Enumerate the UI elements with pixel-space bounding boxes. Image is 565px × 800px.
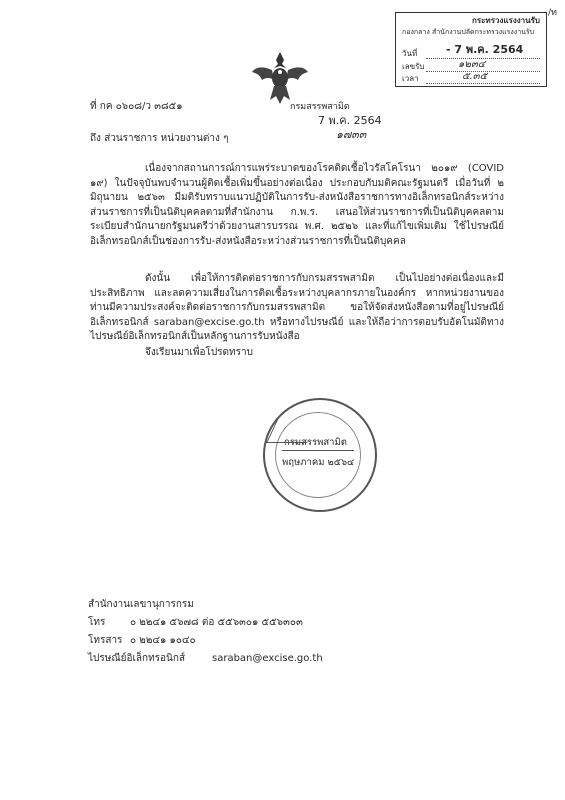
body-paragraph-1: เนื่องจากสถานการณ์การแพร่ระบาดของโรคติดเชื้อไวรัสโคโรนา ๒๐๑๙ (COVID ๑๙) ในปัจจุบันพบจำนวนผู้ติดเชื้อเพิ่มขึ้นอย่างต่อเนื่อง ประกอบกับมติคณะรัฐมนตรี เมื่อวันที่ ๒ มิถุนายน ๒๕๖๓ มีมติรับทราบแนวปฏิบัติในการรับ-ส่งหนังสือราชการทางอิเล็กทรอนิกส์ระหว่างส่วนราชการที่เป็นนิติบุคคลตามที่สำนักงาน ก.พ.ร. เสนอให้ส่วนราชการที่เป็นนิติบุคคลตามระเบียบสำนักนายกรัฐมนตรีว่าด้วยงานสารบรรณ พ.ศ. ๒๕๒๖ และที่แก้ไขเพิ่มเติม ใช้ไปรษณีย์อิเล็กทรอนิกส์เป็นช่องการรับ-ส่งหนังสือระหว่างส่วนราชการที่เป็นนิติบุคคล [90, 163, 504, 247]
stamp-time-value: ๕.๓๕ [462, 71, 488, 82]
stamp-number-value: ๑๒๓๔ [458, 59, 486, 70]
footer-email-label: ไปรษณีย์อิเล็กทรอนิกส์ [88, 653, 186, 664]
receiving-stamp [395, 12, 547, 87]
footer-fax-value: ๐ ๒๒๔๑ ๑๐๔๐ [130, 635, 196, 646]
footer-fax-label: โทรสาร [88, 635, 123, 646]
agency-name: กรมสรรพสามิต [290, 102, 350, 112]
seal-month: พฤษภาคม ๒๕๖๔ [282, 457, 355, 468]
stamp-subtitle: กองกลาง สำนักงานปลัดกระทรวงแรงงานรับ [402, 28, 535, 36]
corner-mark: /ท [548, 8, 557, 18]
stamp-time-label: เวลา [402, 74, 419, 83]
closing-line: จึงเรียนมาเพื่อโปรดทราบ [145, 347, 253, 358]
stamp-date-value: - 7 พ.ค. 2564 [446, 43, 524, 56]
stamp-number-label: เลขรับ [402, 62, 425, 71]
footer-phone-label: โทร [88, 617, 106, 628]
body-paragraph-2: ดังนั้น เพื่อให้การติดต่อราชการกับกรมสรรพสามิต เป็นไปอย่างต่อเนื่องและมีประสิทธิภาพ และลดความเสี่ยงในการติดเชื้อระหว่างบุคลากรภายในองค์กร หากหน่วยงานของท่านมีความประสงค์จะติดต่อราชการกับกรมสรรพสามิต ขอให้จัดส่งหนังสือตามที่อยู่ไปรษณีย์อิเล็กทรอนิกส์ saraban@excise.go.th หรือทางไปรษณีย์ และให้ถือว่าการตอบรับอัตโนมัติทางไปรษณีย์อิเล็กทรอนิกส์เป็นหลักฐานการรับหนังสือ [90, 273, 504, 343]
addressee: ถึง ส่วนราชการ หน่วยงานต่าง ๆ [90, 133, 229, 144]
garuda-emblem-icon [250, 50, 310, 106]
footer-office: สำนักงานเลขานุการกรม [88, 599, 194, 610]
seal-rule [282, 450, 354, 451]
stamp-title: กระทรวงแรงงานรับ [471, 16, 540, 25]
footer-phone-value: ๐ ๒๒๔๑ ๕๖๗๘ ต่อ ๕๕๖๓๐๑ ๕๕๖๓๐๓ [130, 617, 303, 628]
stamp-date-label: วันที่ [402, 49, 418, 58]
footer-email-value: saraban@excise.go.th [212, 653, 323, 664]
document-number: ที่ กค ๐๖๐๘/ว ๓๘๕๑ [90, 101, 183, 112]
handwritten-date: 7 พ.ค. 2564 [318, 114, 382, 127]
seal-org-name: กรมสรรพสามิต [284, 437, 347, 448]
handwritten-number: ๑๗๓๓ [336, 128, 367, 141]
